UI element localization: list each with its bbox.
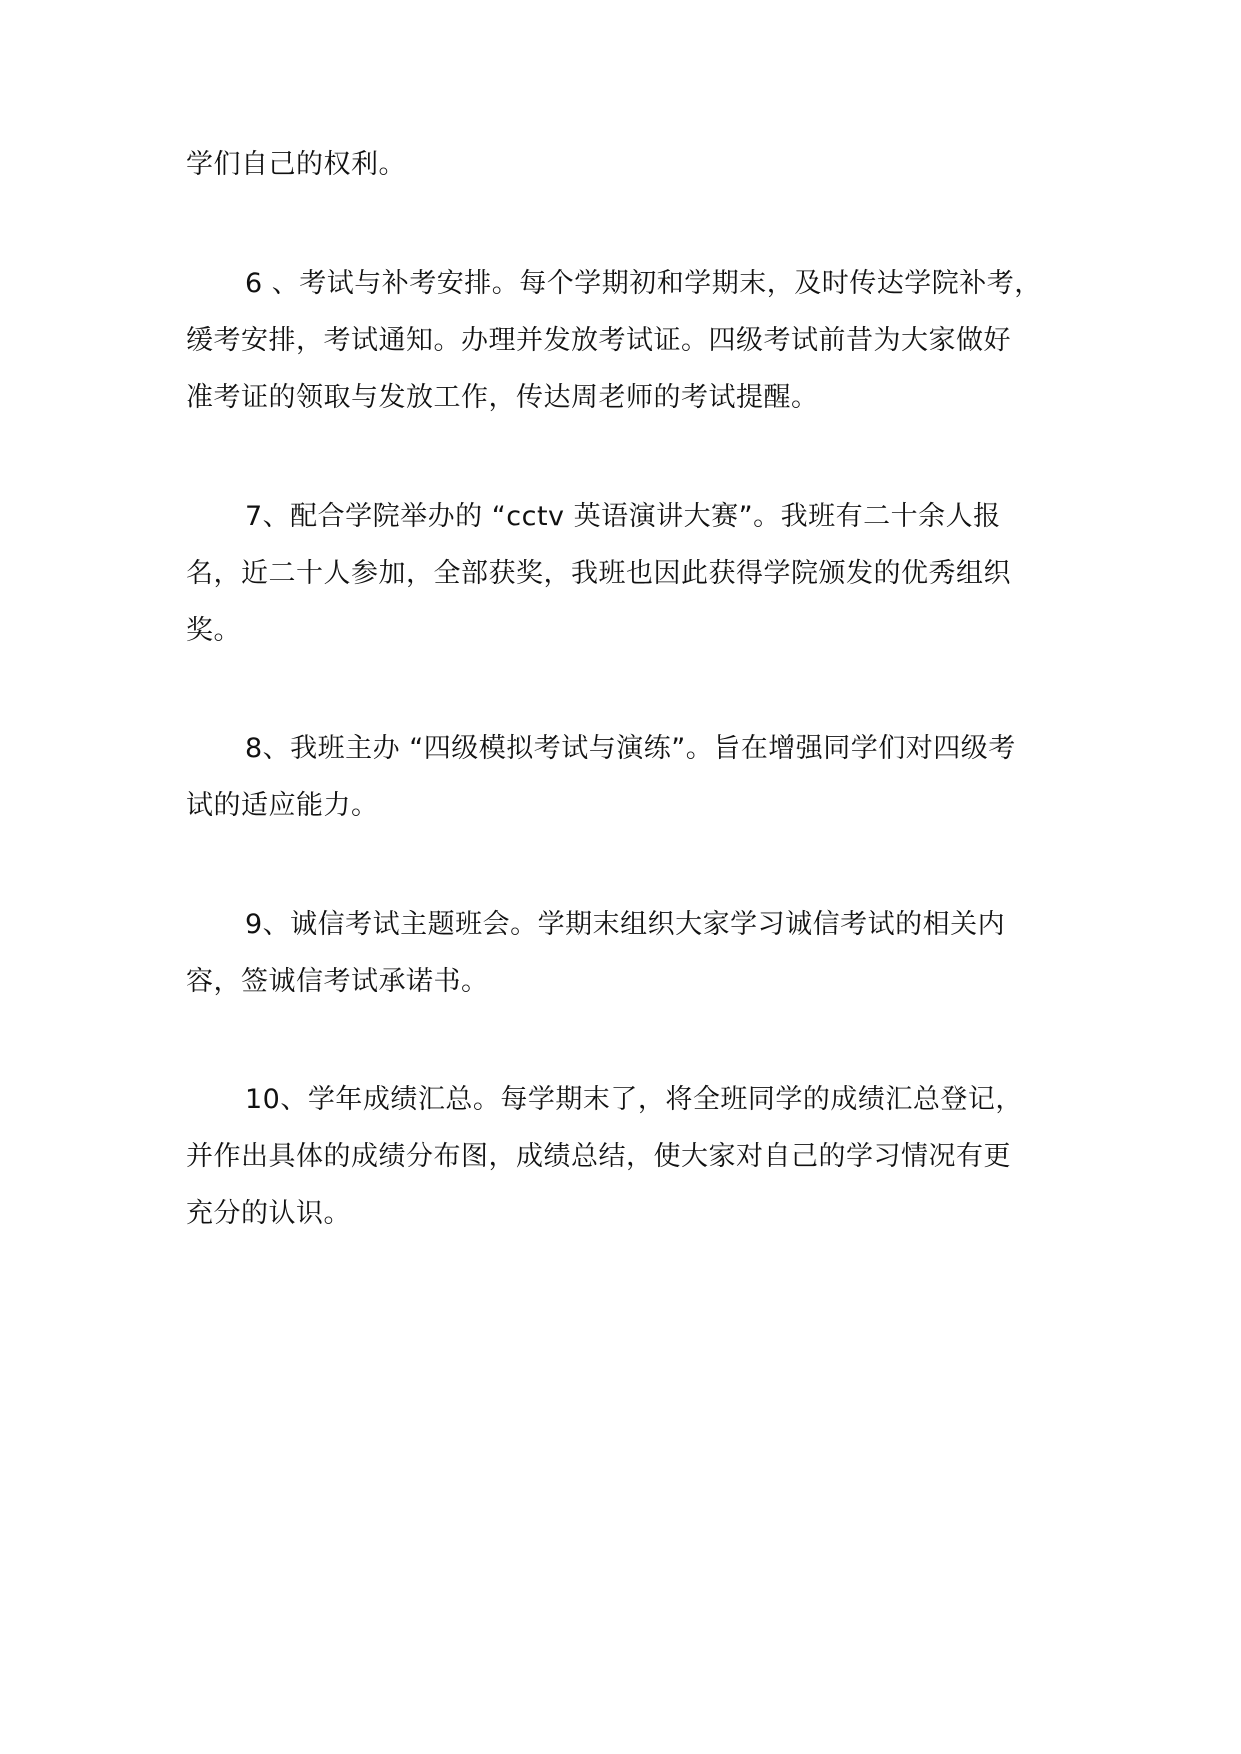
paragraph-item-6-line-1: 6 、考试与补考安排。每个学期初和学期末，及时传达学院补考，	[245, 268, 1042, 299]
paragraph-item-9-line-2: 容，签诚信考试承诺书。	[186, 966, 489, 997]
paragraph-item-7-line-2: 名，近二十人参加，全部获奖，我班也因此获得学院颁发的优秀组织	[186, 558, 1011, 589]
paragraph-item-10-line-3: 充分的认识。	[186, 1198, 351, 1229]
paragraph-item-10-line-2: 并作出具体的成绩分布图，成绩总结，使大家对自己的学习情况有更	[186, 1141, 1011, 1172]
paragraph-item-8-line-1: 8、我班主办 “四级模拟考试与演练”。旨在增强同学们对四级考	[245, 733, 1016, 764]
paragraph-item-9-line-1: 9、诚信考试主题班会。学期末组织大家学习诚信考试的相关内	[245, 909, 1006, 940]
paragraph-continuation-line-1: 学们自己的权利。	[186, 149, 406, 180]
paragraph-item-6-line-3: 准考证的领取与发放工作，传达周老师的考试提醒。	[186, 382, 819, 413]
paragraph-item-10-line-1: 10、学年成绩汇总。每学期末了，将全班同学的成绩汇总登记，	[245, 1084, 1023, 1115]
paragraph-item-7-line-1: 7、配合学院举办的 “cctv 英语演讲大赛”。我班有二十余人报	[245, 501, 1001, 532]
paragraph-item-6-line-2: 缓考安排，考试通知。办理并发放考试证。四级考试前昔为大家做好	[186, 325, 1011, 356]
paragraph-item-8-line-2: 试的适应能力。	[186, 790, 379, 821]
paragraph-item-7-line-3: 奖。	[186, 615, 241, 646]
